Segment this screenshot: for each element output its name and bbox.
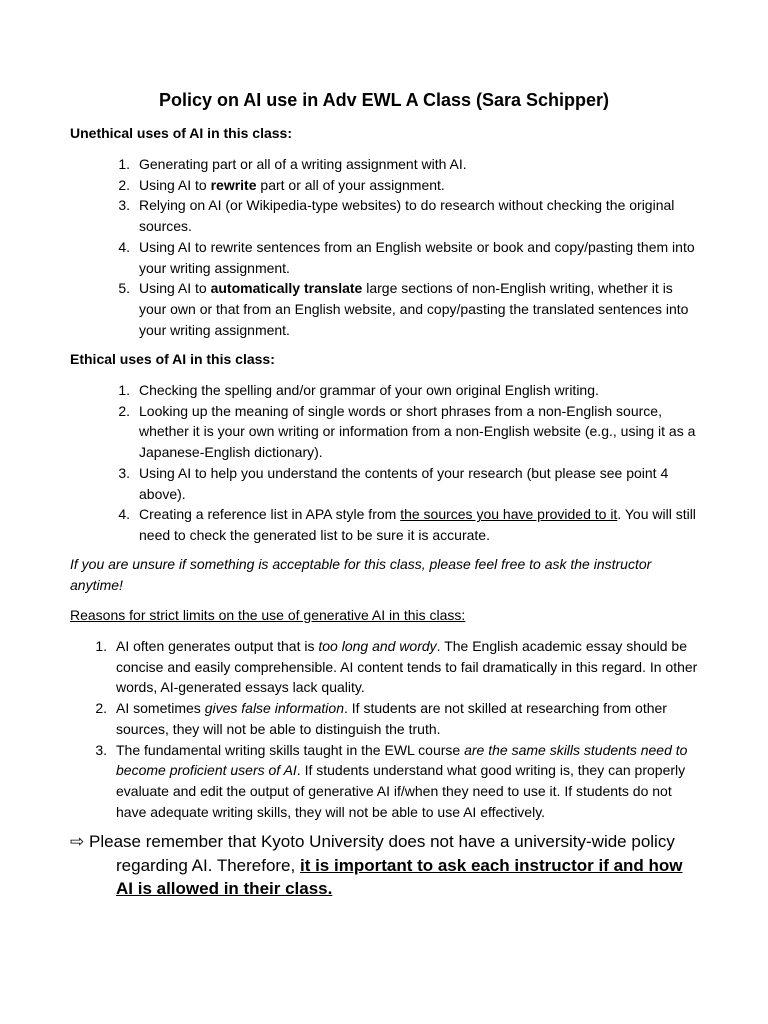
unethical-heading: Unethical uses of AI in this class: (70, 125, 292, 141)
bold-term: automatically translate (210, 280, 363, 297)
bold-term: rewrite (210, 176, 257, 193)
list-item (118, 380, 699, 401)
list-item (118, 463, 699, 504)
right-arrow-icon: ⇨ (70, 832, 85, 851)
list-text: Using AI to (139, 176, 211, 193)
list-text: Using AI to (139, 280, 211, 297)
list-text: Relying on AI (or Wikipedia-type websites) to do research without checking the original sources. (139, 197, 675, 235)
closing-emphasis: it is important to ask each instructor if and how AI is allowed in their class. (116, 855, 683, 898)
reasons-list (95, 636, 700, 822)
reasons-heading: Reasons for strict limits on the use of generative AI in this class: (70, 607, 466, 623)
list-number: 4. (118, 238, 130, 255)
list-item (118, 504, 699, 545)
list-number: 5. (118, 280, 130, 297)
list-text: part or all of your assignment. (256, 176, 445, 193)
list-number: 3. (118, 197, 130, 214)
italic-phrase: are the same skills students need to become proficient users of AI (116, 741, 688, 779)
list-item (118, 237, 699, 278)
list-item (118, 175, 699, 196)
list-text: The fundamental writing skills taught in the EWL course (116, 741, 465, 758)
list-number: 1. (95, 638, 107, 654)
list-item (118, 195, 699, 236)
instructor-note: If you are unsure if something is acceptable for this class, please feel free to ask the instructor anytime! (70, 556, 652, 593)
closing-text: Please remember that Kyoto University does not have a university-wide policy regarding AI. Therefore, (89, 832, 675, 875)
list-text: Using AI to rewrite sentences from an English website or book and copy/pasting them into your writing assignment. (139, 238, 695, 276)
list-item (95, 740, 700, 823)
list-text: Using AI to help you understand the contents of your research (but please see point 4 above). (139, 464, 669, 502)
underlined-phrase: the sources you have provided to it (400, 506, 618, 523)
list-item (95, 636, 700, 698)
list-text: Checking the spelling and/or grammar of your own original English writing. (139, 382, 599, 398)
italic-phrase: too long and wordy (318, 638, 437, 654)
list-text: Generating part or all of a writing assignment with AI. (139, 156, 467, 172)
list-text: Creating a reference list in APA style from (139, 506, 401, 523)
italic-phrase: gives false information (204, 700, 344, 717)
list-number: 3. (95, 741, 107, 758)
list-text: . You will still need to check the generated list to be sure it is accurate. (139, 506, 696, 543)
closing-reminder (70, 830, 700, 901)
ethical-heading: Ethical uses of AI in this class: (70, 351, 275, 367)
unethical-list (118, 154, 699, 340)
list-item (95, 698, 700, 739)
list-text: AI often generates output that is (116, 638, 319, 654)
list-text: . If students are not skilled at researching from other sources, they will not be able to distinguish the truth. (116, 700, 667, 737)
list-text: . If students understand what good writing is, they can properly evaluate and edit the output of generative AI if/when they need to use it. If students do not have adequate writing skills, they will not be able to use AI effectively. (116, 762, 686, 820)
list-number: 2. (118, 176, 130, 193)
ethical-list (118, 380, 699, 546)
list-text: AI sometimes (116, 700, 205, 717)
list-number: 1. (118, 382, 130, 398)
list-number: 2. (95, 700, 107, 717)
list-number: 2. (118, 402, 130, 419)
list-text: Looking up the meaning of single words or short phrases from a non-English source, whether it is your own writing or information from a non-English website (e.g., using it as a Japanese-English dictionary). (139, 402, 696, 461)
list-item (118, 401, 699, 463)
list-number: 3. (118, 464, 130, 481)
list-number: 4. (118, 506, 130, 523)
list-item (118, 278, 699, 340)
list-text: large sections of non-English writing, whether it is your own or that from an English website, and copy/pasting the translated sentences into your writing assignment. (139, 280, 689, 338)
list-number: 1. (118, 156, 130, 172)
page-title: Policy on AI use in Adv EWL A Class (Sara Schipper) (158, 90, 610, 110)
list-item (118, 154, 699, 175)
list-text: . The English academic essay should be concise and easily comprehensible. AI content tends to fail dramatically in this regard. In other words, AI-generated essays lack quality. (116, 638, 698, 696)
